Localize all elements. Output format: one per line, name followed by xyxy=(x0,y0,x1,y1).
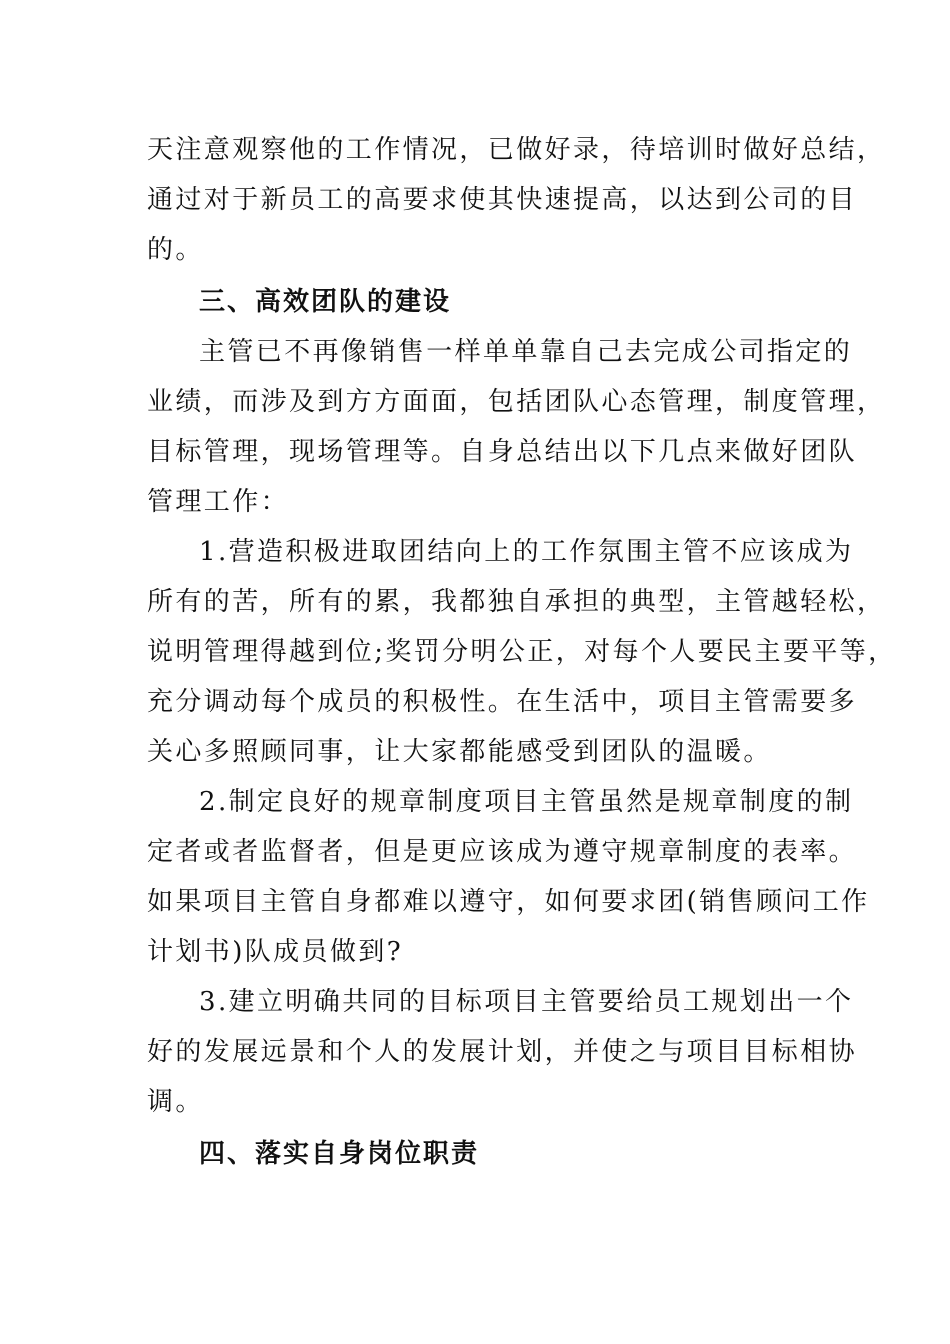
numbered-item-line: 3.建立明确共同的目标项目主管要给员工规划出一个 xyxy=(199,987,854,1017)
paragraph-line: 通过对于新员工的高要求使其快速提高，以达到公司的目 xyxy=(147,185,858,215)
paragraph-line: 所有的苦，所有的累，我都独自承担的典型，主管越轻松， xyxy=(147,587,886,617)
paragraph-line: 定者或者监督者，但是更应该成为遵守规章制度的表率。 xyxy=(147,837,858,867)
paragraph-line: 充分调动每个成员的积极性。在生活中，项目主管需要多 xyxy=(147,687,858,717)
section-heading: 四、落实自身岗位职责 xyxy=(199,1139,480,1169)
paragraph-line: 计划书)队成员做到? xyxy=(147,937,404,967)
paragraph-line: 说明管理得越到位;奖罚分明公正，对每个人要民主要平等， xyxy=(147,637,897,667)
section-heading: 三、高效团队的建设 xyxy=(199,287,452,317)
paragraph-line: 主管已不再像销售一样单单靠自己去完成公司指定的 xyxy=(199,337,853,367)
paragraph-line: 如果项目主管自身都难以遵守，如何要求团(销售顾问工作 xyxy=(147,887,870,917)
paragraph-line: 管理工作： xyxy=(147,487,290,517)
paragraph-line: 目标管理，现场管理等。自身总结出以下几点来做好团队 xyxy=(147,437,858,467)
paragraph-line: 业绩，而涉及到方方面面，包括团队心态管理，制度管理， xyxy=(147,387,886,417)
paragraph-line: 好的发展远景和个人的发展计划，并使之与项目目标相协 xyxy=(147,1037,858,1067)
paragraph-line: 天注意观察他的工作情况，已做好录，待培训时做好总结， xyxy=(147,135,886,165)
paragraph-line: 的。 xyxy=(147,235,204,265)
paragraph-line: 关心多照顾同事，让大家都能感受到团队的温暖。 xyxy=(147,737,772,767)
paragraph-line: 调。 xyxy=(147,1087,204,1117)
numbered-item-line: 1.营造积极进取团结向上的工作氛围主管不应该成为 xyxy=(199,537,854,567)
numbered-item-line: 2.制定良好的规章制度项目主管虽然是规章制度的制 xyxy=(199,787,854,817)
